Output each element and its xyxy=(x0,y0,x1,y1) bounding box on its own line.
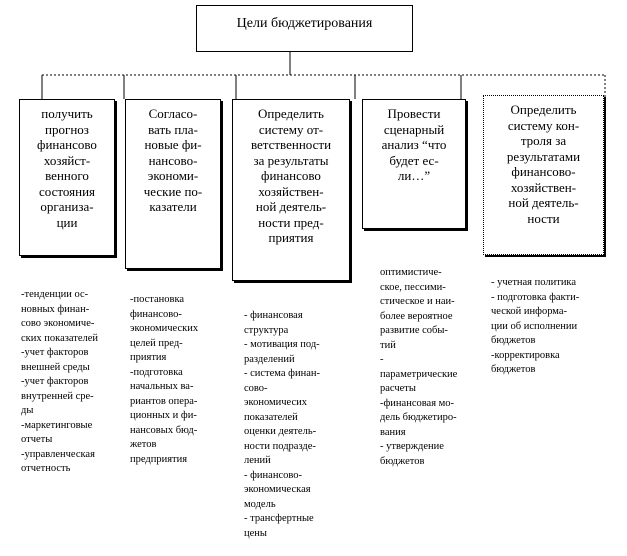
list-item: более вероятное xyxy=(380,310,453,322)
list-control-tasks xyxy=(491,276,579,378)
list-item: экономическая xyxy=(244,484,311,495)
goal-line: ческие по- xyxy=(143,183,203,199)
list-item: оптимистиче- xyxy=(380,267,442,278)
list-item: -финансовая мо- xyxy=(380,397,455,409)
list-item: тий xyxy=(380,339,396,351)
list-item: ских показателей xyxy=(21,332,99,344)
goal-line: состояния xyxy=(39,183,95,199)
list-forecast-tasks xyxy=(21,288,98,477)
list-item: ды xyxy=(21,405,34,416)
list-item: -постановка xyxy=(130,294,185,305)
list-item: показателей xyxy=(244,411,298,423)
list-item: начальных ва- xyxy=(130,381,194,392)
list-item: параметрические xyxy=(380,368,458,380)
goal-line: ной деятель- xyxy=(255,199,327,214)
list-item: сово- xyxy=(244,382,268,394)
list-item: - xyxy=(380,354,384,365)
goal-line: получить xyxy=(41,106,93,121)
goal-line: хозяйствен- xyxy=(510,179,577,195)
goal-line: результатами xyxy=(506,148,581,164)
goal-line: ции xyxy=(56,214,78,230)
goal-line: систему от- xyxy=(258,121,324,137)
list-item: - финансово- xyxy=(244,469,302,481)
goal-line: казатели xyxy=(149,199,197,214)
goal-line: новые фи- xyxy=(144,137,202,152)
list-item: -маркетинговые xyxy=(21,419,93,431)
list-item: -тенденции ос- xyxy=(21,289,89,300)
list-item: ционных и фи- xyxy=(130,410,197,421)
list-item: жетов xyxy=(130,439,157,450)
list-item: вания xyxy=(380,426,406,438)
goal-line: вать пла- xyxy=(148,121,198,137)
list-item: приятия xyxy=(130,352,167,363)
goal-line: ной деятель- xyxy=(508,195,579,210)
goal-line: венного xyxy=(45,168,89,183)
list-item: расчеты xyxy=(380,383,416,394)
list-item: -учет факторов xyxy=(21,376,89,387)
list-item: бюджетов xyxy=(491,335,536,346)
goal-line: ветственности xyxy=(250,137,332,152)
goal-line: финансово xyxy=(261,168,321,183)
list-item: дель бюджетиро- xyxy=(380,412,457,423)
goal-line: ности xyxy=(527,210,560,226)
list-item: экономических xyxy=(130,323,199,334)
goal-line: нансово- xyxy=(148,152,198,168)
list-item: - учетная политика xyxy=(491,277,577,288)
goal-box-scenario-analysis xyxy=(362,99,466,229)
goal-line: хозяйствен- xyxy=(258,183,324,199)
list-item: финансово- xyxy=(130,308,182,320)
goal-line: за результаты xyxy=(253,152,329,168)
goal-line: троля за xyxy=(520,133,567,148)
list-item: - система финан- xyxy=(244,368,320,379)
goal-line: приятия xyxy=(268,230,314,245)
list-item: оценки деятель- xyxy=(244,426,317,437)
list-item: развитие собы- xyxy=(380,325,448,336)
goal-line: финансово xyxy=(37,137,97,152)
list-item: -подготовка xyxy=(130,366,183,378)
goal-line: сценарный xyxy=(383,121,445,137)
goal-box-responsibility xyxy=(232,99,350,281)
list-item: бюджетов xyxy=(491,364,536,375)
list-item: ности подразде- xyxy=(244,440,316,452)
root-label: Цели бюджетирования xyxy=(236,16,373,31)
goal-line: финансово- xyxy=(511,164,576,179)
list-item: предприятия xyxy=(130,453,188,465)
list-item: - финансовая xyxy=(244,310,303,321)
list-item: -управленческая xyxy=(21,448,95,460)
list-item: ское, пессими- xyxy=(380,281,446,293)
goal-line: экономи- xyxy=(147,168,199,183)
goal-line: будет ес- xyxy=(389,152,439,168)
list-item: экономичесих xyxy=(244,397,307,408)
list-scenario-tasks xyxy=(380,266,457,469)
list-agree-tasks xyxy=(130,293,198,467)
goal-line: организа- xyxy=(40,199,94,214)
list-item: - трансфертные xyxy=(244,513,314,524)
goal-line: анализ “что xyxy=(381,137,447,152)
root-box xyxy=(196,5,413,52)
list-item: ции об исполнении xyxy=(491,320,578,332)
list-item: сово экономиче- xyxy=(21,318,95,329)
list-item: стическое и наи- xyxy=(380,296,455,307)
list-item: лений xyxy=(244,455,271,466)
list-item: структура xyxy=(244,324,289,336)
list-item: отчетность xyxy=(21,463,71,474)
list-item: - подготовка факти- xyxy=(491,291,580,303)
list-item: ческой информа- xyxy=(491,306,568,317)
list-item: разделений xyxy=(244,353,295,365)
goal-line: Согласо- xyxy=(148,106,198,121)
goal-line: ли…” xyxy=(397,168,431,183)
list-item: отчеты xyxy=(21,434,53,445)
goal-line: ности пред- xyxy=(258,214,324,230)
goal-line: хозяйст- xyxy=(43,152,91,168)
goal-line: Определить xyxy=(510,102,577,117)
list-item: -корректировка xyxy=(491,349,560,361)
list-item: внутренней сре- xyxy=(21,390,94,402)
goal-line: систему кон- xyxy=(507,117,580,133)
list-responsibility-tasks xyxy=(244,309,320,541)
goal-line: Определить xyxy=(258,106,324,121)
list-item: внешней среды xyxy=(21,361,90,373)
list-item: бюджетов xyxy=(380,455,425,467)
list-item: цены xyxy=(244,527,267,539)
list-item: нансовых бюд- xyxy=(130,424,198,436)
list-item: целей пред- xyxy=(130,337,183,349)
list-item: - мотивация под- xyxy=(244,339,320,350)
goal-line: прогноз xyxy=(45,121,89,137)
goal-box-forecast xyxy=(19,99,115,256)
list-item: - утверждение xyxy=(380,441,444,452)
list-item: новных финан- xyxy=(21,303,90,315)
goal-box-agree-indicators xyxy=(125,99,221,269)
goal-box-control-system xyxy=(483,95,604,255)
list-item: модель xyxy=(244,498,276,510)
goal-line: Провести xyxy=(387,106,441,121)
list-item: -учет факторов xyxy=(21,347,89,358)
list-item: риантов опера- xyxy=(130,395,198,407)
